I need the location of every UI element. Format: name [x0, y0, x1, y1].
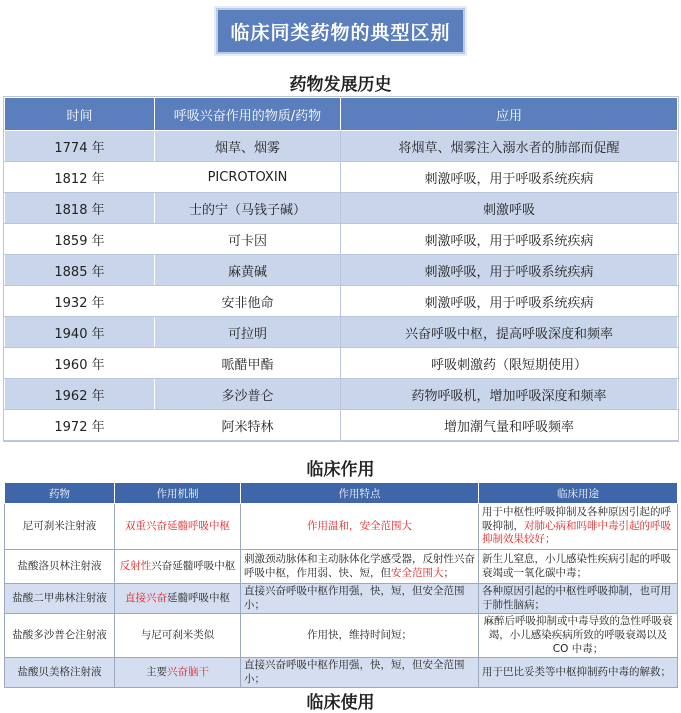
mechanism-text: 延髓呼吸中枢 [167, 591, 230, 604]
usage-text: 用于巴比妥类等中枢抑制药中毒的解救； [482, 666, 671, 679]
usage-cell [479, 584, 678, 614]
drug-cell: 盐酸二甲弗林注射液 [5, 584, 115, 614]
column-header: 呼吸兴奋作用的物质/药物 [155, 98, 341, 131]
usage-cell [479, 550, 678, 584]
table-header-row [5, 98, 678, 131]
table-row [5, 224, 678, 255]
feature-cell [241, 504, 479, 550]
mechanism-cell [115, 504, 241, 550]
mechanism-highlight: 反射性 [119, 559, 152, 572]
year-cell: 1962 年 [5, 379, 155, 410]
page-banner [216, 8, 465, 54]
clinical-effect-table [4, 482, 678, 688]
drug-cell: 安非他命 [155, 286, 341, 317]
year-cell: 1932 年 [5, 286, 155, 317]
mechanism-cell [115, 584, 241, 614]
year-cell: 1960 年 [5, 348, 155, 379]
drug-cell: 士的宁（马钱子碱） [155, 193, 341, 224]
drug-cell: 可卡因 [155, 224, 341, 255]
usage-cell [479, 614, 678, 658]
mechanism-highlight: 兴奋脑干 [167, 666, 209, 679]
feature-text: ； [443, 566, 454, 579]
use-cell: 增加潮气量和呼吸频率 [341, 410, 678, 441]
history-table [4, 97, 678, 441]
table-row [5, 131, 678, 162]
drug-cell: 盐酸洛贝林注射液 [5, 550, 115, 584]
feature-text: 直接兴奋呼吸中枢作用强，快，短，但安全范围小； [244, 659, 465, 685]
column-header: 临床用途 [479, 483, 678, 504]
feature-highlight: 作用温和，安全范围大 [307, 519, 412, 532]
mechanism-cell [115, 658, 241, 688]
feature-cell [241, 614, 479, 658]
use-cell: 刺激呼吸，用于呼吸系统疾病 [341, 286, 678, 317]
table-row [5, 584, 678, 614]
table-row [5, 348, 678, 379]
use-cell: 将烟草、烟雾注入溺水者的肺部而促醒 [341, 131, 678, 162]
usage-text: 新生儿窒息，小儿感染性疾病引起的呼吸衰竭或一氧化碳中毒； [482, 552, 671, 579]
mechanism-text: 与尼可刹米类似 [140, 628, 215, 641]
column-header: 应用 [341, 98, 678, 131]
drug-cell: 哌醋甲酯 [155, 348, 341, 379]
usage-cell [479, 658, 678, 688]
table-row [5, 658, 678, 688]
use-cell: 药物呼吸机，增加呼吸深度和频率 [341, 379, 678, 410]
section-title-clinical-use: 临床使用 [306, 693, 375, 713]
column-header: 药物 [5, 483, 115, 504]
feature-highlight: 安全范围大 [391, 566, 444, 579]
section-title-clinical-effect: 临床作用 [306, 460, 375, 480]
year-cell: 1885 年 [5, 255, 155, 286]
usage-text: 麻醉后呼吸抑制或中毒导致的急性呼吸衰竭，小儿感染疾病所致的呼吸衰竭以及 CO 中毒； [483, 615, 673, 655]
feature-text: 直接兴奋呼吸中枢作用强，快，短，但安全范围小； [244, 585, 465, 611]
use-cell: 兴奋呼吸中枢，提高呼吸深度和频率 [341, 317, 678, 348]
year-cell: 1812 年 [5, 162, 155, 193]
usage-cell [479, 504, 678, 550]
drug-cell: 多沙普仑 [155, 379, 341, 410]
mechanism-cell [115, 614, 241, 658]
drug-cell: 盐酸贝美格注射液 [5, 658, 115, 688]
drug-cell: 可拉明 [155, 317, 341, 348]
mechanism-highlight: 直接兴奋 [125, 591, 167, 604]
drug-cell: PICROTOXIN [155, 162, 341, 193]
feature-text: 作用快，维持时间短； [307, 628, 412, 641]
usage-text: 各种原因引起的中枢性呼吸抑制，也可用于肺性脑病； [482, 585, 671, 611]
banner-title: 临床同类药物的典型区别 [230, 21, 451, 44]
section-title-history: 药物发展历史 [289, 75, 392, 95]
drug-cell: 麻黄碱 [155, 255, 341, 286]
drug-cell: 烟草、烟雾 [155, 131, 341, 162]
table-row [5, 504, 678, 550]
year-cell: 1774 年 [5, 131, 155, 162]
feature-cell [241, 658, 479, 688]
table-header-row [5, 483, 678, 504]
mechanism-text: 主要 [146, 666, 167, 679]
year-cell: 1859 年 [5, 224, 155, 255]
table-row [5, 614, 678, 658]
usage-highlight: 对肺心病和吗啡中毒引起的呼吸抑制效果较好； [482, 519, 671, 546]
year-cell: 1940 年 [5, 317, 155, 348]
usage-text: 用于中枢性呼吸抑制及各种原因引起的呼吸抑制， [482, 506, 671, 532]
table-row [5, 550, 678, 584]
table-row [5, 379, 678, 410]
drug-cell: 尼可刹米注射液 [5, 504, 115, 550]
feature-cell [241, 584, 479, 614]
mechanism-text: 兴奋延髓呼吸中枢 [151, 559, 236, 572]
year-cell: 1972 年 [5, 410, 155, 441]
drug-cell: 盐酸多沙普仑注射液 [5, 614, 115, 658]
year-cell: 1818 年 [5, 193, 155, 224]
column-header: 作用特点 [241, 483, 479, 504]
use-cell: 刺激呼吸，用于呼吸系统疾病 [341, 224, 678, 255]
column-header: 作用机制 [115, 483, 241, 504]
table-row [5, 162, 678, 193]
use-cell: 刺激呼吸 [341, 193, 678, 224]
use-cell: 刺激呼吸，用于呼吸系统疾病 [341, 255, 678, 286]
table-row [5, 286, 678, 317]
feature-text: 刺激颈动脉体和主动脉体化学感受器，反射性兴奋呼吸中枢，作用弱、快、短，但 [244, 552, 475, 579]
table-row [5, 410, 678, 441]
column-header: 时间 [5, 98, 155, 131]
use-cell: 呼吸刺激药（限短期使用） [341, 348, 678, 379]
use-cell: 刺激呼吸，用于呼吸系统疾病 [341, 162, 678, 193]
drug-cell: 阿米特林 [155, 410, 341, 441]
table-row [5, 255, 678, 286]
table-row [5, 317, 678, 348]
mechanism-highlight: 双重兴奋延髓呼吸中枢 [125, 519, 230, 532]
feature-cell [241, 550, 479, 584]
table-row [5, 193, 678, 224]
mechanism-cell [115, 550, 241, 584]
